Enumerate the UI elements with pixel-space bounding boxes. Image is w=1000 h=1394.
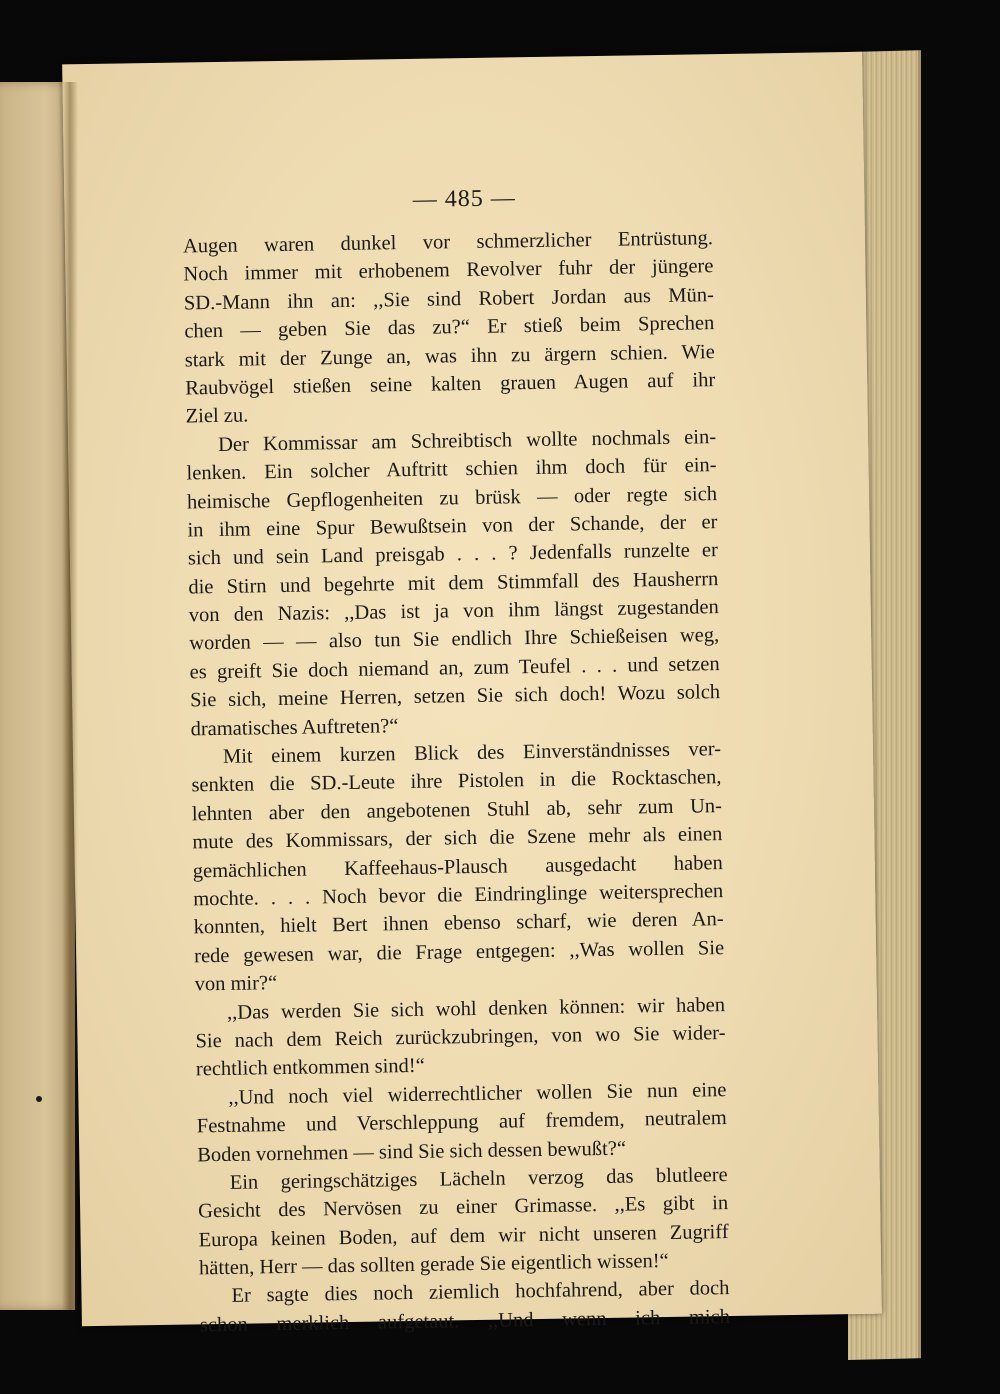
book-gutter [62,82,78,1310]
scan-speck [36,1096,42,1102]
paragraph [199,1274,730,1339]
text-line: ,,Und noch viel widerrechtlicher wollen Sie nun eine [228,1078,727,1109]
text-line: SD.-Mann ihn an: ,,Sie sind Robert Jordan aus Mün- [183,283,715,315]
text-line: Boden vornehmen — sind Sie sich dessen bewußt?“ [197,1137,627,1166]
paragraph [196,1076,727,1169]
text-line: Mit einem kurzen Blick des Einverständnisses ver- [222,738,722,768]
text-line: von den Nazis: ,,Das ist ja von ihm längst zugestanden [188,596,719,627]
page-number: — 485 — [412,185,517,213]
text-line: Raubvögel stießen seine kalten grauen Augen auf ihr [185,369,716,400]
text-line: sich und sein Land preisgab . . . ? Jedenfalls runzelte er [187,539,719,570]
text-line: Noch immer mit erhobenem Revolver fuhr der jüngere [183,255,714,286]
text-line: lehnten aber den angebotenen Stuhl ab, sehr zum Un- [191,794,723,826]
text-line: worden — — also tun Sie endlich Ihre Schießeisen weg, [189,624,720,655]
text-line: rechtlich entkommen sind!“ [195,1055,425,1081]
text-line: Ein geringschätziges Lächeln verzog das blutleere [229,1163,728,1194]
paragraph [183,224,716,431]
text-line: senkten die SD.-Leute ihre Pistolen in die Rocktaschen, [191,766,722,797]
text-line: hätten, Herr — das sollten gerade Sie eigentlich wissen!“ [198,1250,669,1280]
text-line: mute des Kommissars, der sich die Szene mehr als einen [192,823,723,854]
text-line: ,,Das werden Sie sich wohl denken können: wir haben [226,993,726,1024]
paragraph [198,1161,730,1283]
text-line: lenken. Ein solcher Auftritt schien ihm doch für ein- [186,454,717,485]
text-line: Sie sich, meine Herren, setzen Sie sich doch! Wozu solch [189,681,721,712]
text-line: von mir?“ [194,972,278,996]
text-line: mochte. . . . Noch bevor die Eindringlinge weitersprechen [193,880,724,911]
text-line: dramatisches Auftreten?“ [190,714,399,741]
body-text [183,224,730,1339]
text-line: konnten, hielt Bert ihnen ebenso scharf, wie deren An- [193,908,724,939]
text-line: chen — geben Sie das zu?“ Er stieß beim Sprechen [184,312,715,343]
text-line: stark mit der Zunge an, was ihn zu ärgern schien. Wie [184,340,715,372]
text-line: in ihm eine Spur Bewußtsein von der Schande, der er [187,511,718,542]
paragraph [186,423,721,744]
text-line: schon merklich aufgetaut. ,,Und wenn ich mich [199,1305,731,1337]
text-line: gemächlichen Kaffeehaus-Plausch ausgedacht haben [192,851,723,882]
text-line: rede gewesen war, die Frage entgegen: ,,Was wollen Sie [193,936,725,968]
text-line: Festnahme und Verschleppung auf fremdem, neutralem [196,1107,727,1138]
text-line: heimische Gepflogenheiten zu brüsk — oder regte sich [186,482,718,513]
paragraph [195,991,726,1084]
text-line: Augen waren dunkel vor schmerzlicher Entrüstung. [182,227,714,258]
text-line: Der Kommissar am Schreibtisch wollte nochmals ein- [217,425,717,456]
text-line: Er sagte dies noch ziemlich hochfahrend, aber doch [231,1277,730,1308]
book-page [62,52,882,1337]
text-line: die Stirn und begehrte mit dem Stimmfall des Hausherrn [188,567,719,599]
text-line: Sie nach dem Reich zurückzubringen, von wo Sie wider- [195,1022,726,1053]
text-line: es greift Sie doch niemand an, zum Teufel . . . und setzen [189,652,720,684]
text-line: Gesicht des Nervösen zu einer Grimasse. ,,Es gibt in [198,1192,729,1223]
paragraph [191,735,725,999]
text-line: Ziel zu. [185,404,249,428]
text-line: Europa keinen Boden, auf dem wir nicht unseren Zugriff [198,1220,729,1252]
